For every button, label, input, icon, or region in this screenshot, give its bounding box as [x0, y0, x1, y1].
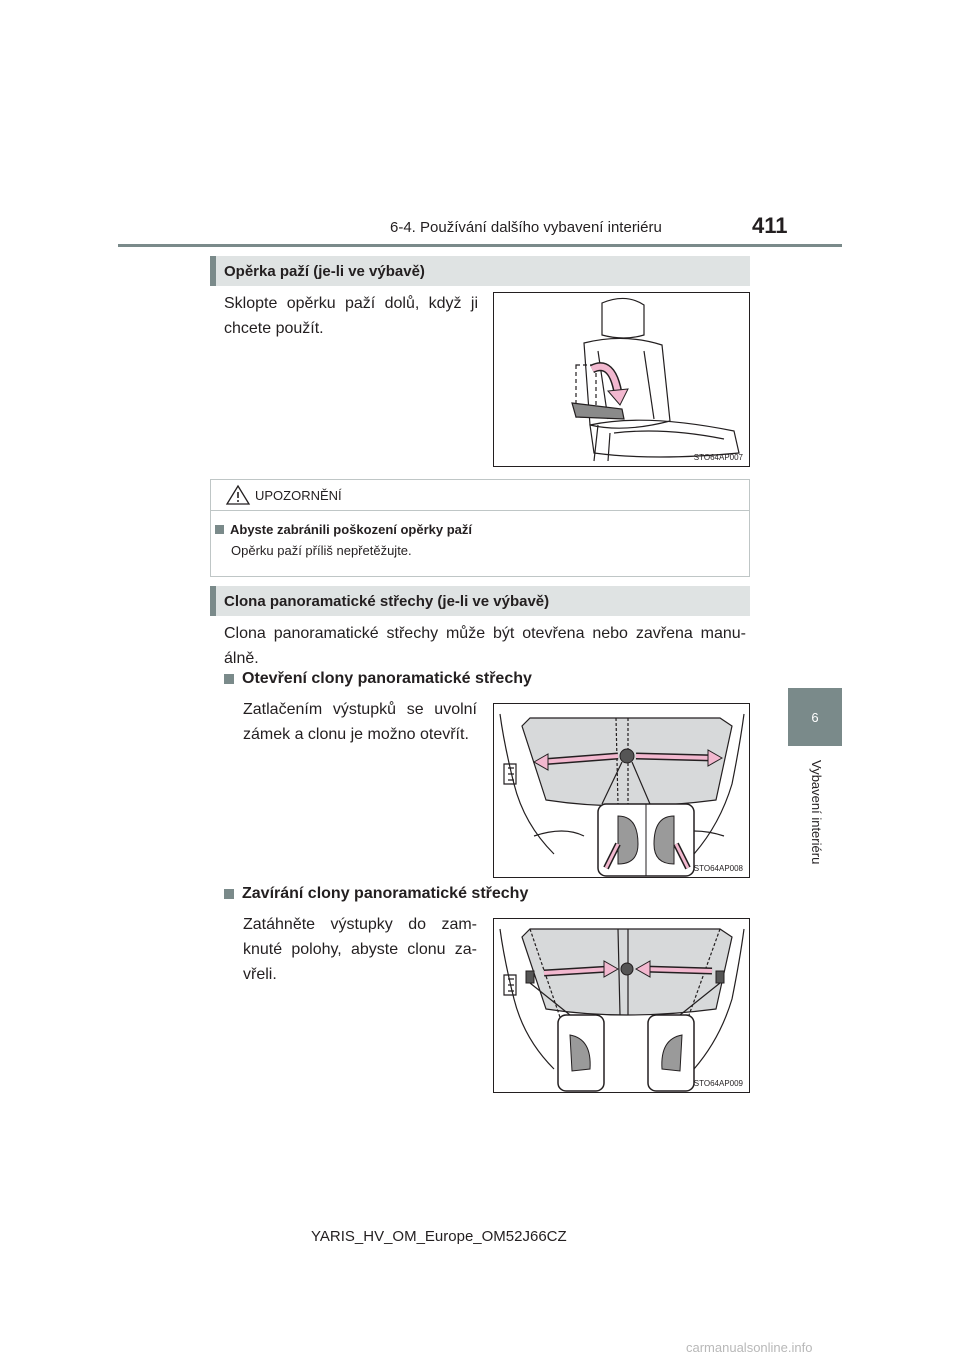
- chapter-number: 6: [811, 709, 819, 725]
- caution-label: UPOZORNĚNÍ: [255, 487, 342, 503]
- square-bullet-icon: [224, 889, 234, 899]
- open-text-line1: Zatlačením výstupků se uvolní: [243, 701, 477, 718]
- band-bar: [210, 586, 216, 616]
- roof-shade-open-illustration: [494, 704, 749, 877]
- caution-box: [210, 479, 750, 577]
- figure-code: STO64AP009: [693, 1079, 743, 1088]
- figure-code: STO64AP008: [693, 864, 743, 873]
- open-arrow-right: [636, 756, 714, 758]
- header-rule: [118, 244, 842, 247]
- shade-intro-line2: álně.: [224, 650, 259, 667]
- band-bar: [210, 256, 216, 286]
- chapter-tab: [788, 688, 842, 746]
- shade-intro-line1: Clona panoramatické střechy může být otevřena nebo zavřena manu-: [224, 625, 746, 642]
- roof-shade-close-illustration: [494, 919, 749, 1092]
- close-text-line1: Zatáhněte výstupky do zam-: [243, 916, 477, 933]
- watermark: carmanualsonline.info: [686, 1340, 813, 1355]
- open-heading: Otevření clony panoramatické střechy: [242, 670, 532, 687]
- armrest-figure: [493, 292, 750, 467]
- square-bullet-icon: [215, 525, 224, 534]
- armrest-title: Opěrka paží (je-li ve výbavě): [224, 262, 425, 280]
- close-text-line2: knuté polohy, abyste clonu za-: [243, 941, 477, 958]
- close-heading: Zavírání clony panoramatické střechy: [242, 885, 529, 902]
- caution-heading-row: [211, 511, 749, 537]
- shade-title: Clona panoramatické střechy (je-li ve výbavě): [224, 592, 550, 610]
- caution-body: Opěrku paží příliš nepřetěžujte.: [231, 543, 412, 558]
- shade-knob: [620, 749, 634, 763]
- warning-triangle-icon: [225, 484, 251, 506]
- shade-close-figure: [493, 918, 750, 1093]
- square-bullet-icon: [224, 674, 234, 684]
- shade-knob: [621, 963, 633, 975]
- caution-header: [211, 480, 749, 511]
- caution-heading: Abyste zabránili poškození opěrky paží: [230, 522, 473, 537]
- armrest-text-line1: Sklopte opěrku paží dolů, když ji: [224, 295, 478, 312]
- figure-code: STO64AP007: [693, 453, 743, 462]
- shade-open-figure: [493, 703, 750, 878]
- shade-section-header: [210, 586, 750, 616]
- open-heading-row: [224, 670, 532, 688]
- fold-arrow-head: [608, 389, 628, 405]
- close-text-line3: vřeli.: [243, 966, 277, 983]
- close-heading-row: [224, 885, 528, 903]
- armrest-lowered: [572, 403, 624, 419]
- document-id: YARIS_HV_OM_Europe_OM52J66CZ: [311, 1228, 567, 1245]
- armrest-section-header: [210, 256, 750, 286]
- seat-cushion: [590, 420, 739, 457]
- section-title: 6-4. Používání dalšího vybavení interiéru: [390, 219, 662, 236]
- open-text-line2: zámek a clonu je možno otevřít.: [243, 726, 469, 743]
- armrest-text-line2: chcete použít.: [224, 320, 324, 337]
- seat-headrest: [602, 298, 644, 338]
- close-arrow-right: [644, 969, 712, 971]
- page-number: 411: [752, 213, 788, 238]
- chapter-title: Vybavení interiéru: [809, 760, 824, 865]
- seat-armrest-illustration: [494, 293, 749, 466]
